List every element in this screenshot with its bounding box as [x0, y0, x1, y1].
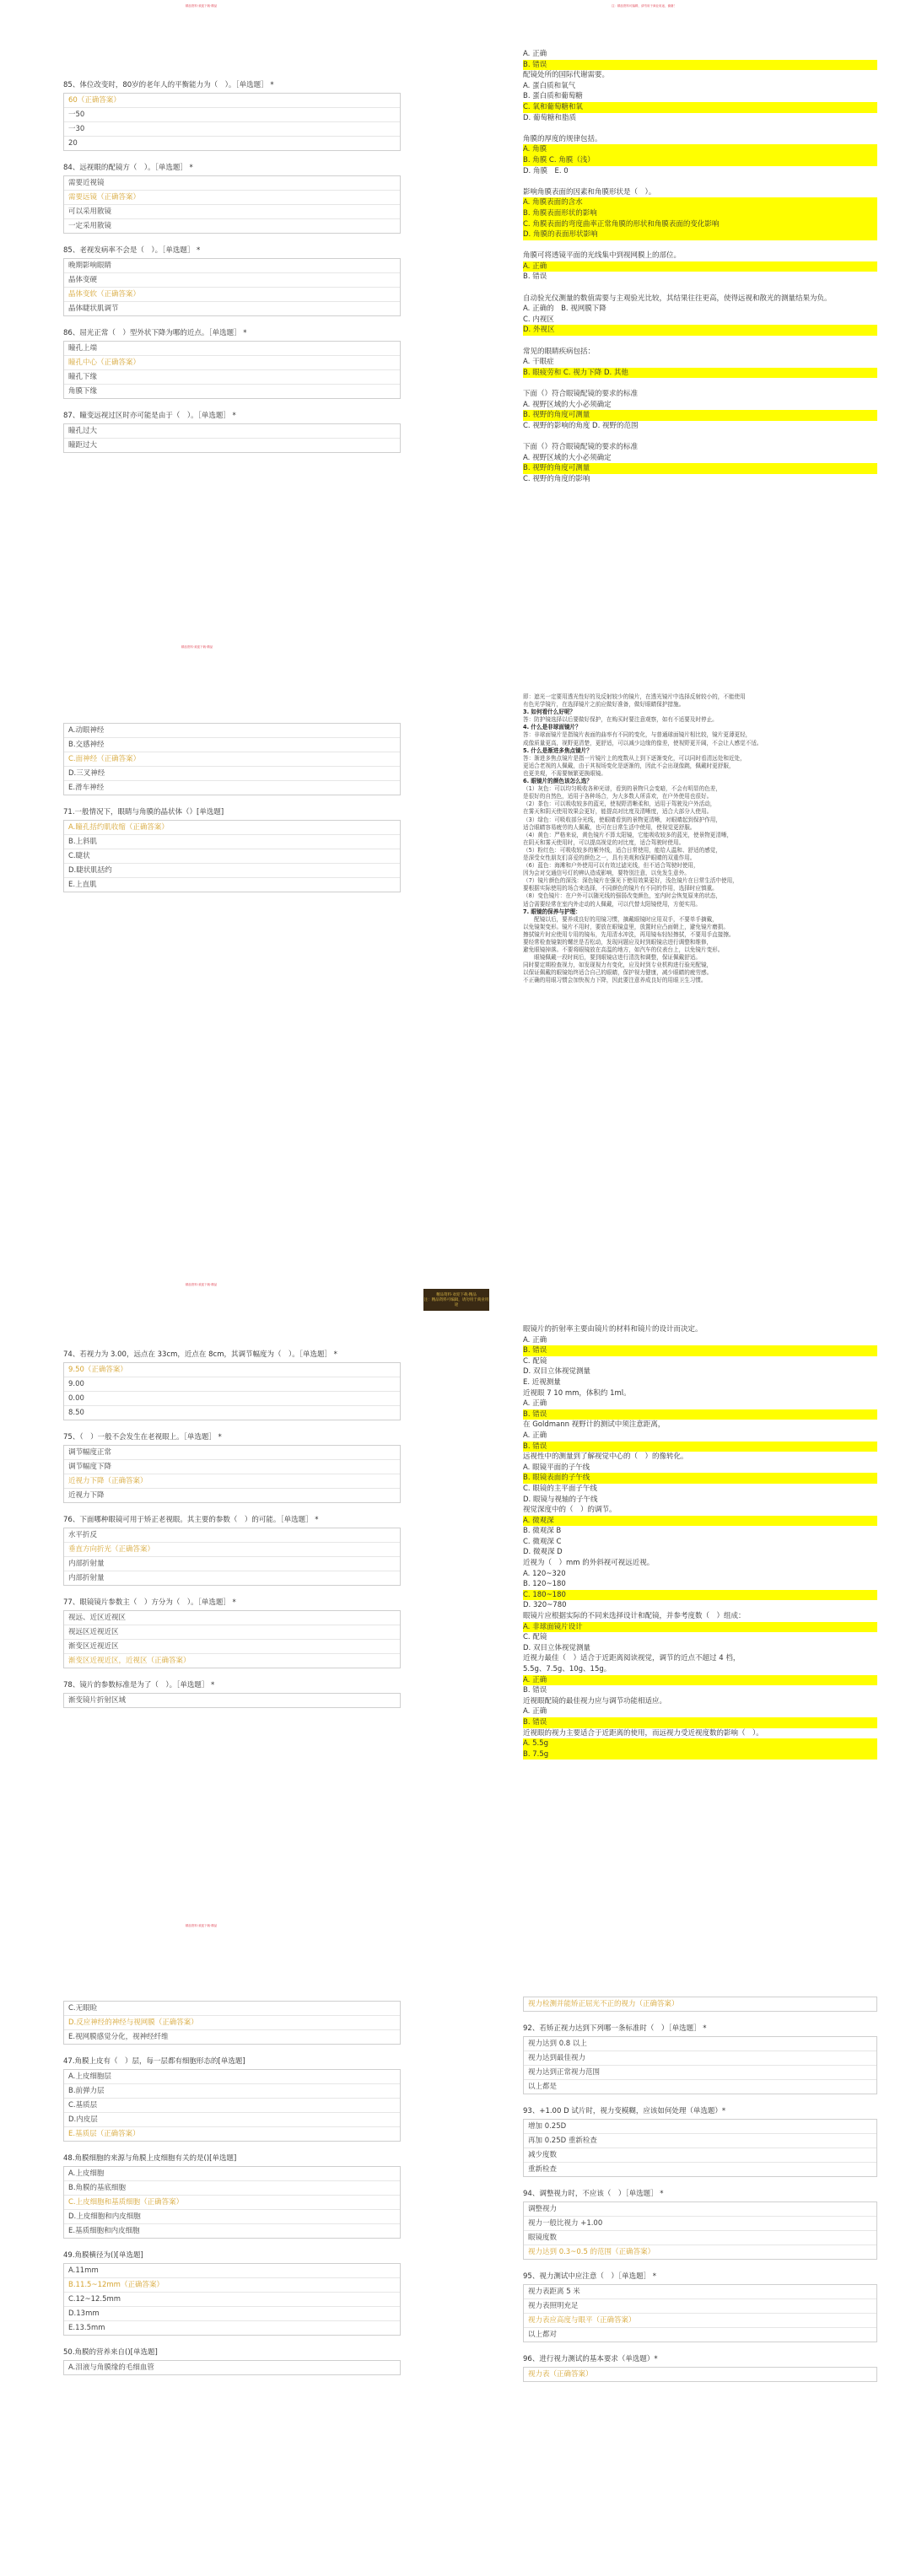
text-line: 在 Goldmann 视野计的测试中须注意距离，: [523, 1420, 666, 1430]
question-text: 92、若矫正视力达到下列哪一条标准时（ ）［单选题］ *: [523, 2024, 707, 2033]
answer-option[interactable]: 增加 0.25D: [528, 2122, 567, 2131]
highlighted-answer: A. 正确: [523, 1675, 877, 1686]
answer-option[interactable]: 渐变区近视近区，近视区（正确答案）: [64, 1653, 400, 1668]
text-line: 眼镜片的折射率主要由镜片的材料和镜片的设计而决定。: [523, 1325, 703, 1334]
answer-option[interactable]: C.面神经（正确答案）: [64, 752, 400, 766]
paragraph-line: （4）黄色：严格来说，黄色镜片不算太阳镜，它能吸收较多的蓝光，使景物更清晰，: [523, 831, 733, 838]
answer-option[interactable]: 20: [64, 136, 400, 150]
page-header: 精品资料·欢迎下载·精品: [181, 645, 213, 649]
question-text: 76、下面哪种眼镜可用于矫正老视眼。其主要的参数（ ）的可能。［单选题］ *: [63, 1516, 319, 1524]
text-line: 近视眼配镜的最佳视力应与调节功能相适应。: [523, 1696, 667, 1706]
answer-option[interactable]: 视力检测并能矫正屈光不正的视力（正确答案）: [528, 2000, 679, 2008]
answer-option[interactable]: 瞳距过大: [64, 438, 400, 452]
question-text: 71.一般情况下，眼睛与角膜的晶状体（）[单选题]: [63, 808, 224, 816]
text-line: 下面（）符合眼镜配镜的要求的标准: [523, 442, 639, 451]
answer-option[interactable]: 9.50（正确答案）: [68, 1366, 127, 1374]
answer-option[interactable]: 减少度数: [524, 2148, 876, 2162]
question-text: 74、若视力为 3.00，远点在 33cm，近点在 8cm，其调节幅度为（ ）。［单选题］ *: [63, 1350, 337, 1359]
options-box: [523, 1997, 877, 2012]
answer-option[interactable]: 瞳孔上端: [68, 344, 98, 353]
answer-option[interactable]: 8.50: [64, 1405, 400, 1420]
text-line: A. 干眼症: [523, 358, 554, 367]
paragraph-line: 适合眼睛容易疲劳的人佩戴，也可在日常生活中使用，使视觉更舒服。: [523, 823, 696, 831]
page-header: 精品资料·欢迎下载·精品: [186, 4, 218, 8]
answer-option[interactable]: 垂直方向折光（正确答案）: [64, 1542, 400, 1556]
question-text: 47.角膜上皮有（ ）层，每一层都有细胞形态的[单选题]: [63, 2057, 245, 2066]
paragraph-line: 在阴天和雾天使用时，可以提高视觉的对比度，适合驾驶时使用。: [523, 838, 685, 846]
text-line: D. 眼镜与视轴的子午线: [523, 1495, 598, 1504]
quiz-page-5: [63, 1350, 401, 1839]
quiz-page-1: [63, 80, 401, 586]
highlighted-answer: B. 眼镜表面的子午线: [523, 1473, 877, 1484]
section-heading: 5. 什么是渐进多焦点镜片？: [523, 746, 592, 754]
options-box: [523, 2201, 877, 2260]
text-line: D. 葡萄糖和脂质: [523, 113, 576, 122]
options-box: [63, 423, 401, 453]
options-box: [63, 2166, 401, 2239]
paragraph-line: 配镜以后，要养成良好的用镜习惯，摘戴眼镜时应用双手，不要单手摘戴，: [523, 915, 718, 923]
text-line: 近视为（ ）mm 的外斜视可视远近视。: [523, 1559, 655, 1568]
paragraph-line: （6）蓝色：海滩和户外使用可以有效过滤光线，但不适合驾驶时使用，: [523, 862, 699, 870]
answer-option[interactable]: 瞳孔下缘: [64, 369, 400, 384]
answer-option[interactable]: 角膜下缘: [64, 384, 400, 398]
options-box: [63, 2069, 401, 2142]
options-box: [523, 2367, 877, 2382]
options-box: [523, 2119, 877, 2177]
answer-option[interactable]: A.上皮细胞层: [68, 2072, 111, 2081]
options-box: [63, 1362, 401, 1420]
text-line: 配镜处所的国际代谢需要。: [523, 71, 610, 80]
answer-option[interactable]: D.内皮层: [64, 2112, 400, 2126]
page-header: 精品资料·欢迎下载·精品: [186, 1924, 218, 1927]
text-line: E. 近视测量: [523, 1377, 561, 1387]
highlighted-answer: A. 正确: [523, 261, 877, 272]
text-line: D. 双目立体视觉测量: [523, 1367, 590, 1377]
answer-page-6: [523, 1324, 877, 1864]
text-line: C. 配镜: [523, 1633, 547, 1642]
highlighted-answer: B. 视野的角度可测量: [523, 463, 877, 474]
text-line: A. 蛋白质和氧气: [523, 81, 576, 90]
question-text: 50.角膜的营养来自()[单选题]: [63, 2348, 158, 2357]
answer-option[interactable]: 瞳孔过大: [68, 427, 98, 435]
paragraph-line: 是深受女性朋友们喜爱的颜色之一，具有美观和保护眼睛的双重作用。: [523, 854, 696, 861]
quiz-page-3: [63, 721, 401, 991]
answer-option[interactable]: 9.00: [64, 1377, 400, 1391]
answer-option[interactable]: 渐变区近视近区: [64, 1639, 400, 1653]
answer-option[interactable]: C.上皮细胞和基质细胞（正确答案）: [64, 2195, 400, 2209]
text-line: [523, 431, 877, 442]
section-heading: 7. 眼镜的保养与护理：: [523, 908, 581, 915]
question-text: 96、进行视力测试的基本要求（单选题）*: [523, 2355, 658, 2363]
options-box: [63, 258, 401, 316]
text-line: B. 120~180: [523, 1580, 566, 1589]
text-line: 5.5g、7.5g、10g、15g。: [523, 1665, 612, 1673]
text-line: A. 120~320: [523, 1569, 566, 1578]
paragraph-line: 要根据实际使用的场合来选择，不同颜色的镜片有不同的作用，选择时应慎重。: [523, 885, 718, 892]
text-line: 下面（）符合眼镜配镜的要求的标准: [523, 390, 639, 398]
answer-option[interactable]: E.基质层（正确答案）: [64, 2126, 400, 2141]
options-box: [523, 2284, 877, 2342]
paragraph-line: 眼镜佩戴一段时间后，要到眼镜店进行清洗和调整，保证佩戴舒适。: [523, 954, 701, 962]
highlighted-answer: C. 180~180: [523, 1590, 877, 1601]
text-line: A. 正确的 B. 视网膜下降: [523, 304, 606, 314]
text-line: 影响角膜表面的因素和角膜形状是（ ）。: [523, 187, 656, 197]
answer-option[interactable]: 晶体睫状肌调节: [64, 301, 400, 315]
text-line: B. 错误: [523, 1686, 547, 1695]
answer-option[interactable]: 0.00: [64, 1391, 400, 1405]
text-line: 远视性中的测量到了解视觉中心的（ ）的像转化。: [523, 1452, 688, 1462]
text-line: B. 蛋白质和葡萄糖: [523, 92, 583, 101]
answer-option[interactable]: 视力达到 0.3~0.5 的范围（正确答案）: [524, 2245, 876, 2259]
text-page-4: [523, 693, 886, 1267]
paragraph-line: （1）灰色：可以均匀吸收各种光谱，看到的景物只会变暗，不会有明显的色差，: [523, 785, 721, 793]
answer-option[interactable]: 近视力下降: [64, 1488, 400, 1502]
highlighted-answer: B. 错误: [523, 1442, 877, 1452]
highlighted-answer: B. 角膜 C. 角膜（浅）: [523, 155, 877, 166]
answer-option[interactable]: 视力表照明充足: [524, 2298, 876, 2313]
text-line: A. 正确: [523, 1707, 547, 1716]
answer-option[interactable]: 内部折射量: [64, 1571, 400, 1585]
answer-option[interactable]: D.三叉神经: [64, 766, 400, 780]
highlighted-answer: B. 错误: [523, 1409, 877, 1420]
question-text: 78、镜片的参数标准是为了（ ）。［单选题］ *: [63, 1681, 215, 1689]
paragraph-line: 答：非球面镜片是指镜片表面的曲率有不同的变化，与普通球面镜片相比较，镜片更薄更轻，: [523, 731, 752, 739]
options-box: [63, 2360, 401, 2375]
answer-option[interactable]: 一50: [64, 107, 400, 121]
watermark-badge: 精品资料·欢迎下载·精品 注：精品资料可编辑，请勿用于商业用途: [423, 1289, 489, 1311]
paragraph-line: （2）茶色：可以吸收较多的蓝光，使视野清晰柔和，适用于驾驶及户外活动，: [523, 800, 716, 808]
paragraph-line: （5）粉红色：可吸收较多的紫外线，适合日常使用，能给人温和、舒适的感觉，: [523, 846, 721, 854]
text-line: C. 眼镜的主平面子午线: [523, 1484, 597, 1493]
answer-option[interactable]: 再加 0.25D 重新检查: [524, 2133, 876, 2148]
paragraph-line: （3）绿色：可吸收部分光线，使眼睛看到的景物更清晰，对眼睛起到保护作用，: [523, 816, 721, 823]
text-line: D. 双目立体视觉测量: [523, 1643, 590, 1652]
paragraph-line: 答：渐进多焦点镜片是指一片镜片上的度数从上到下逐渐变化，可以同时看清远处和近处，: [523, 754, 746, 762]
answer-option[interactable]: 视远、近区近视区: [68, 1614, 127, 1622]
options-box: [523, 2036, 877, 2094]
options-box: [63, 341, 401, 399]
answer-option[interactable]: E.上直肌: [64, 877, 400, 892]
highlighted-answer: A. 微观深: [523, 1516, 877, 1527]
question-text: 49.角膜横径为()[单选题]: [63, 2251, 143, 2260]
highlighted-answer: B. 眼疲劳和 C. 视力下降 D. 其他: [523, 368, 877, 379]
answer-option[interactable]: 视力一般比视力 +1.00: [524, 2216, 876, 2230]
answer-option[interactable]: 眼镜度数: [524, 2230, 876, 2245]
paragraph-line: 同时要定期检查视力，如发现视力有变化，应及时到专业机构进行验光配镜，: [523, 962, 713, 969]
answer-option[interactable]: D.上皮细胞和内皮细胞: [64, 2209, 400, 2223]
paragraph-line: 以免镜架变形。镜片不用时，要放在眼镜盒里，放置时应凸面朝上，避免镜片磨损。: [523, 923, 729, 930]
answer-option[interactable]: 晶体变硬: [64, 272, 400, 287]
text-line: A. 正确: [523, 50, 547, 58]
text-line: 自动验光仪测量的数值需要与主观验光比较，其结果往往更高，使得远视和散光的测量结果为负。: [523, 294, 832, 303]
question-text: 93、+1.00 D 试片时，视力变模糊，应该如何处理（单选题）*: [523, 2107, 726, 2115]
question-text: 85、体位改变时，80岁的老年人的平衡能力为（ ）。［单选题］ *: [63, 81, 274, 89]
answer-option[interactable]: E.视网膜感觉分化，视神经纤维: [64, 2029, 400, 2044]
text-line: C. 内视区: [523, 315, 554, 324]
answer-option[interactable]: B.角膜的基底细胞: [64, 2180, 400, 2195]
answer-option[interactable]: B.11.5~12mm（正确答案）: [64, 2277, 400, 2292]
question-text: 48.角膜细胞的来源与角膜上皮细胞有关的是()[单选题]: [63, 2154, 237, 2163]
text-line: 角膜可将透镜平面的光线集中到视网膜上的部位。: [523, 251, 682, 261]
text-line: A. 正确: [523, 1431, 547, 1440]
options-box: [63, 2263, 401, 2336]
text-line: 近视眼 7 10 mm，体积约 1ml。: [523, 1388, 631, 1398]
answer-option[interactable]: 视力表应高度与眼平（正确答案）: [524, 2313, 876, 2327]
text-line: [523, 176, 877, 187]
answer-option[interactable]: 一30: [64, 121, 400, 136]
highlighted-answer: A. 非球面镜片设计: [523, 1622, 877, 1633]
paragraph-line: 擦拭镜片时应使用专用的镜布，先用清水冲洗，再用镜布轻轻擦拭，不要用手直接擦。: [523, 930, 735, 938]
answer-option[interactable]: 瞳孔中心（正确答案）: [64, 355, 400, 369]
answer-option[interactable]: 视远区近视近区: [64, 1625, 400, 1639]
options-box: [63, 175, 401, 234]
options-box: [63, 1693, 401, 1708]
text-line: [523, 240, 877, 251]
paragraph-line: 成像质量更高，视野更清楚，更舒适，可以减少边缘的像差，使视野更开阔，不会让人感觉不适。: [523, 739, 763, 746]
page-header: 精品资料·欢迎下载·精品: [186, 1283, 218, 1286]
text-line: C. 配镜: [523, 1356, 547, 1366]
page-header: 注：精品资料可编辑，请勿用于商业用途，谢谢！: [612, 4, 677, 8]
highlighted-answer: A. 角膜: [523, 144, 877, 155]
options-box: [63, 1528, 401, 1586]
answer-option[interactable]: 视力表距离 5 米: [528, 2288, 580, 2296]
paragraph-line: 即：遮光一定要用透光性好的及反射较少的镜片，在透光镜片中选择反射较小的，不能使用: [523, 693, 746, 700]
text-line: [523, 336, 877, 347]
text-line: A. 正确: [523, 1399, 547, 1409]
answer-option[interactable]: B.交感神经: [64, 737, 400, 752]
text-line: A. 视野区域的大小必须确定: [523, 453, 612, 462]
answer-option[interactable]: 调整视力: [528, 2205, 558, 2213]
answer-option[interactable]: A.泪液与角膜缘的毛细血管: [68, 2363, 154, 2372]
text-line: C. 视野的影响的角度 D. 视野的范围: [523, 421, 639, 430]
answer-option[interactable]: C.12~12.5mm: [64, 2292, 400, 2306]
answer-option[interactable]: 调节幅度正常: [68, 1448, 112, 1457]
answer-option[interactable]: B.前弹力层: [64, 2083, 400, 2098]
answer-option[interactable]: C.无眼睑: [68, 2004, 98, 2013]
answer-option[interactable]: 重新检查: [524, 2162, 876, 2176]
answer-option[interactable]: 视力达到正常视力范围: [524, 2065, 876, 2079]
text-line: D. 320~780: [523, 1601, 567, 1610]
answer-option[interactable]: 一定采用散镜: [64, 218, 400, 233]
paragraph-line: 因为会对交通信号灯的辨认造成影响，要特别注意，以免发生意外。: [523, 870, 690, 877]
answer-option[interactable]: B.上斜肌: [64, 834, 400, 849]
options-box: [63, 2001, 401, 2045]
section-heading: 6. 眼镜片的颜色该怎么选？: [523, 778, 592, 785]
highlighted-answer: A. 角膜表面的含水: [523, 197, 877, 208]
text-line: D. 微观深 D: [523, 1548, 563, 1557]
answer-option[interactable]: 60（正确答案）: [68, 96, 121, 105]
text-line: 近视眼的视力主要适合于近距离的使用，而远视力受近视度数的影响（ ）。: [523, 1728, 763, 1738]
answer-option[interactable]: A.瞳孔括约肌收缩（正确答案）: [68, 823, 169, 832]
paragraph-line: 有色光学镜片，在选择镜片之前应做好准备，做好眼睛保护措施。: [523, 701, 685, 709]
options-box: [63, 723, 401, 795]
highlighted-answer: B. 视野的角度可测量: [523, 410, 877, 421]
text-line: D. 角膜 E. 0: [523, 166, 569, 175]
answer-option[interactable]: 水平折反: [68, 1531, 98, 1539]
answer-option[interactable]: C.睫状: [64, 849, 400, 863]
text-line: [523, 283, 877, 294]
answer-option[interactable]: 晚期影响眼睛: [68, 261, 112, 270]
answer-option[interactable]: 以上都是: [524, 2079, 876, 2094]
answer-option[interactable]: 视力表（正确答案）: [528, 2370, 593, 2379]
text-line: C. 微观深 C: [523, 1537, 562, 1546]
highlighted-answer: B. 角膜表面形状的影响: [523, 208, 877, 219]
options-box: [63, 1445, 401, 1503]
highlighted-answer: B. 错误: [523, 1717, 877, 1728]
section-heading: 4. 什么是非球面镜片？: [523, 724, 581, 731]
paragraph-line: 要经常检查镜架的螺丝是否松动，发现问题应及时到眼镜店进行调整和维修，: [523, 939, 713, 946]
highlighted-answer: A. 5.5g: [523, 1738, 877, 1749]
paragraph-line: 也更美观，不需要频繁更换眼镜。: [523, 769, 606, 777]
answer-option[interactable]: E.基质细胞和内皮细胞: [64, 2223, 400, 2238]
answer-option[interactable]: D.睫状肌括约: [64, 863, 400, 877]
text-line: [523, 378, 877, 389]
highlighted-answer: D. 角膜的表面形状影响: [523, 229, 877, 240]
text-line: A. 眼镜平面的子午线: [523, 1463, 590, 1472]
question-text: 85、老视发病率不会是（ ）。［单选题］ *: [63, 246, 201, 255]
paragraph-line: 答：防护镜选择以后要做好保护，在购买时要注意观察，如有不适要及时停止。: [523, 716, 718, 724]
paragraph-line: 在雾天和阴天使用效果会更好，能提高对比度及清晰度，适合大部分人使用。: [523, 808, 713, 816]
options-box: [63, 820, 401, 892]
paragraph-line: 不正确的用眼习惯会加快视力下降，因此要注意养成良好的用眼卫生习惯。: [523, 977, 707, 984]
text-line: A. 正确: [523, 1335, 547, 1345]
question-text: 84、远视眼的配镜方（ ）。［单选题］ *: [63, 164, 193, 172]
highlighted-answer: B. 错误: [523, 60, 877, 71]
paragraph-line: 以保证佩戴的眼镜始终适合自己的眼睛，保护视力健康，减少眼睛的疲劳感。: [523, 969, 713, 977]
text-line: C. 视野的角度的影响: [523, 474, 590, 483]
answer-option[interactable]: 视力达到 0.8 以上: [528, 2040, 587, 2048]
options-box: [63, 1610, 401, 1668]
text-line: B. 微观深 B: [523, 1527, 562, 1536]
text-line: 近视力最佳（ ）适合于近距离阅读视觉，调节的近点不超过 4 档，: [523, 1654, 741, 1663]
highlighted-answer: B. 错误: [523, 1345, 877, 1356]
question-text: 77、眼镜镜片参数主（ ）方分为（ ）。［单选题］ *: [63, 1598, 236, 1607]
question-text: 75、（ ）一般不会发生在老视眼上。［单选题］ *: [63, 1433, 222, 1442]
answer-option[interactable]: 以上都对: [524, 2327, 876, 2342]
quiz-page-7: [63, 1999, 401, 2505]
paragraph-line: 更适合老视的人佩戴，由于其视场变化是逐渐的，因此不会出现像跳，佩戴时更舒服，: [523, 762, 735, 769]
answer-option[interactable]: 需要近视镜: [68, 179, 105, 187]
paragraph-line: （8）变色镜片：在户外可以随光线的强弱改变颜色，室内时会恢复原来的状态，: [523, 892, 721, 900]
answer-option[interactable]: E.13.5mm: [64, 2320, 400, 2335]
text-line: B. 错误: [523, 272, 547, 282]
text-line: A. 视野区域的大小必须确定: [523, 400, 612, 409]
answer-option[interactable]: D.反应神经的神经与视网膜（正确答案）: [64, 2015, 400, 2029]
answer-option[interactable]: 需要远镜（正确答案）: [64, 190, 400, 204]
section-heading: 3. 如何看什么好呢？: [523, 709, 576, 716]
options-box: [63, 93, 401, 151]
answer-option[interactable]: 渐变镜片折射区域: [68, 1696, 127, 1705]
text-line: 角膜的厚度的规律包括。: [523, 134, 602, 143]
text-line: [523, 123, 877, 134]
paragraph-line: 避免眼镜掉落。不要将眼镜放在高温的地方，如汽车的仪表台上，以免镜片变形。: [523, 946, 724, 954]
highlighted-answer: B. 7.5g: [523, 1749, 877, 1760]
answer-option[interactable]: A.上皮细胞: [68, 2169, 105, 2178]
answer-option[interactable]: C.基质层: [64, 2098, 400, 2112]
answer-option[interactable]: 调节幅度下降: [64, 1459, 400, 1474]
text-line: 视觉深度中的（ ）的调节。: [523, 1506, 617, 1515]
paragraph-line: 适合需要经常在室内外走动的人佩戴，可以代替太阳镜使用，方便实用。: [523, 900, 701, 908]
answer-page-2: [523, 49, 877, 589]
answer-option[interactable]: A.动眼神经: [68, 726, 105, 735]
text-line: 眼镜片应根据实际的不同来选择设计和配镜，并参考度数（ ）组成：: [523, 1612, 746, 1621]
question-text: 94、调整视力时，不应该（ ）［单选题］ *: [523, 2190, 664, 2198]
answer-option[interactable]: D.13mm: [64, 2306, 400, 2320]
answer-option[interactable]: A.11mm: [68, 2266, 99, 2275]
answer-option[interactable]: 视力达到最佳视力: [524, 2051, 876, 2065]
paragraph-line: （7）镜片颜色的深浅：深色镜片在强光下使用效果更好，浅色镜片在日常生活中使用，: [523, 877, 738, 885]
highlighted-answer: C. 氧和葡萄糖和氧: [523, 102, 877, 113]
highlighted-answer: C. 角膜表面的弯度曲率正常角膜的形状和角膜表面的变化影响: [523, 219, 877, 230]
answer-option[interactable]: 晶体变软（正确答案）: [64, 287, 400, 301]
quiz-page-8: [523, 1995, 877, 2535]
answer-option[interactable]: 可以采用散镜: [64, 204, 400, 218]
question-text: 86、屈光正常（ ）型外状下降为哪的近点。［单选题］ *: [63, 329, 247, 337]
answer-option[interactable]: E.滑车神经: [64, 780, 400, 795]
answer-option[interactable]: 近视力下降（正确答案）: [64, 1474, 400, 1488]
question-text: 95、视力测试中应注意（ ）［单选题］ *: [523, 2272, 657, 2281]
paragraph-line: 是很好的自然色，适用于各种场合，为大多数人所喜欢，在户外使用也很好。: [523, 793, 713, 800]
text-line: 常见的眼睛疾病包括：: [523, 347, 596, 356]
answer-option[interactable]: 内部折射量: [64, 1556, 400, 1571]
highlighted-answer: D. 外视区: [523, 325, 877, 336]
question-text: 87、瞳变远视过区时亦可能是由于（ ）。［单选题］ *: [63, 412, 236, 420]
